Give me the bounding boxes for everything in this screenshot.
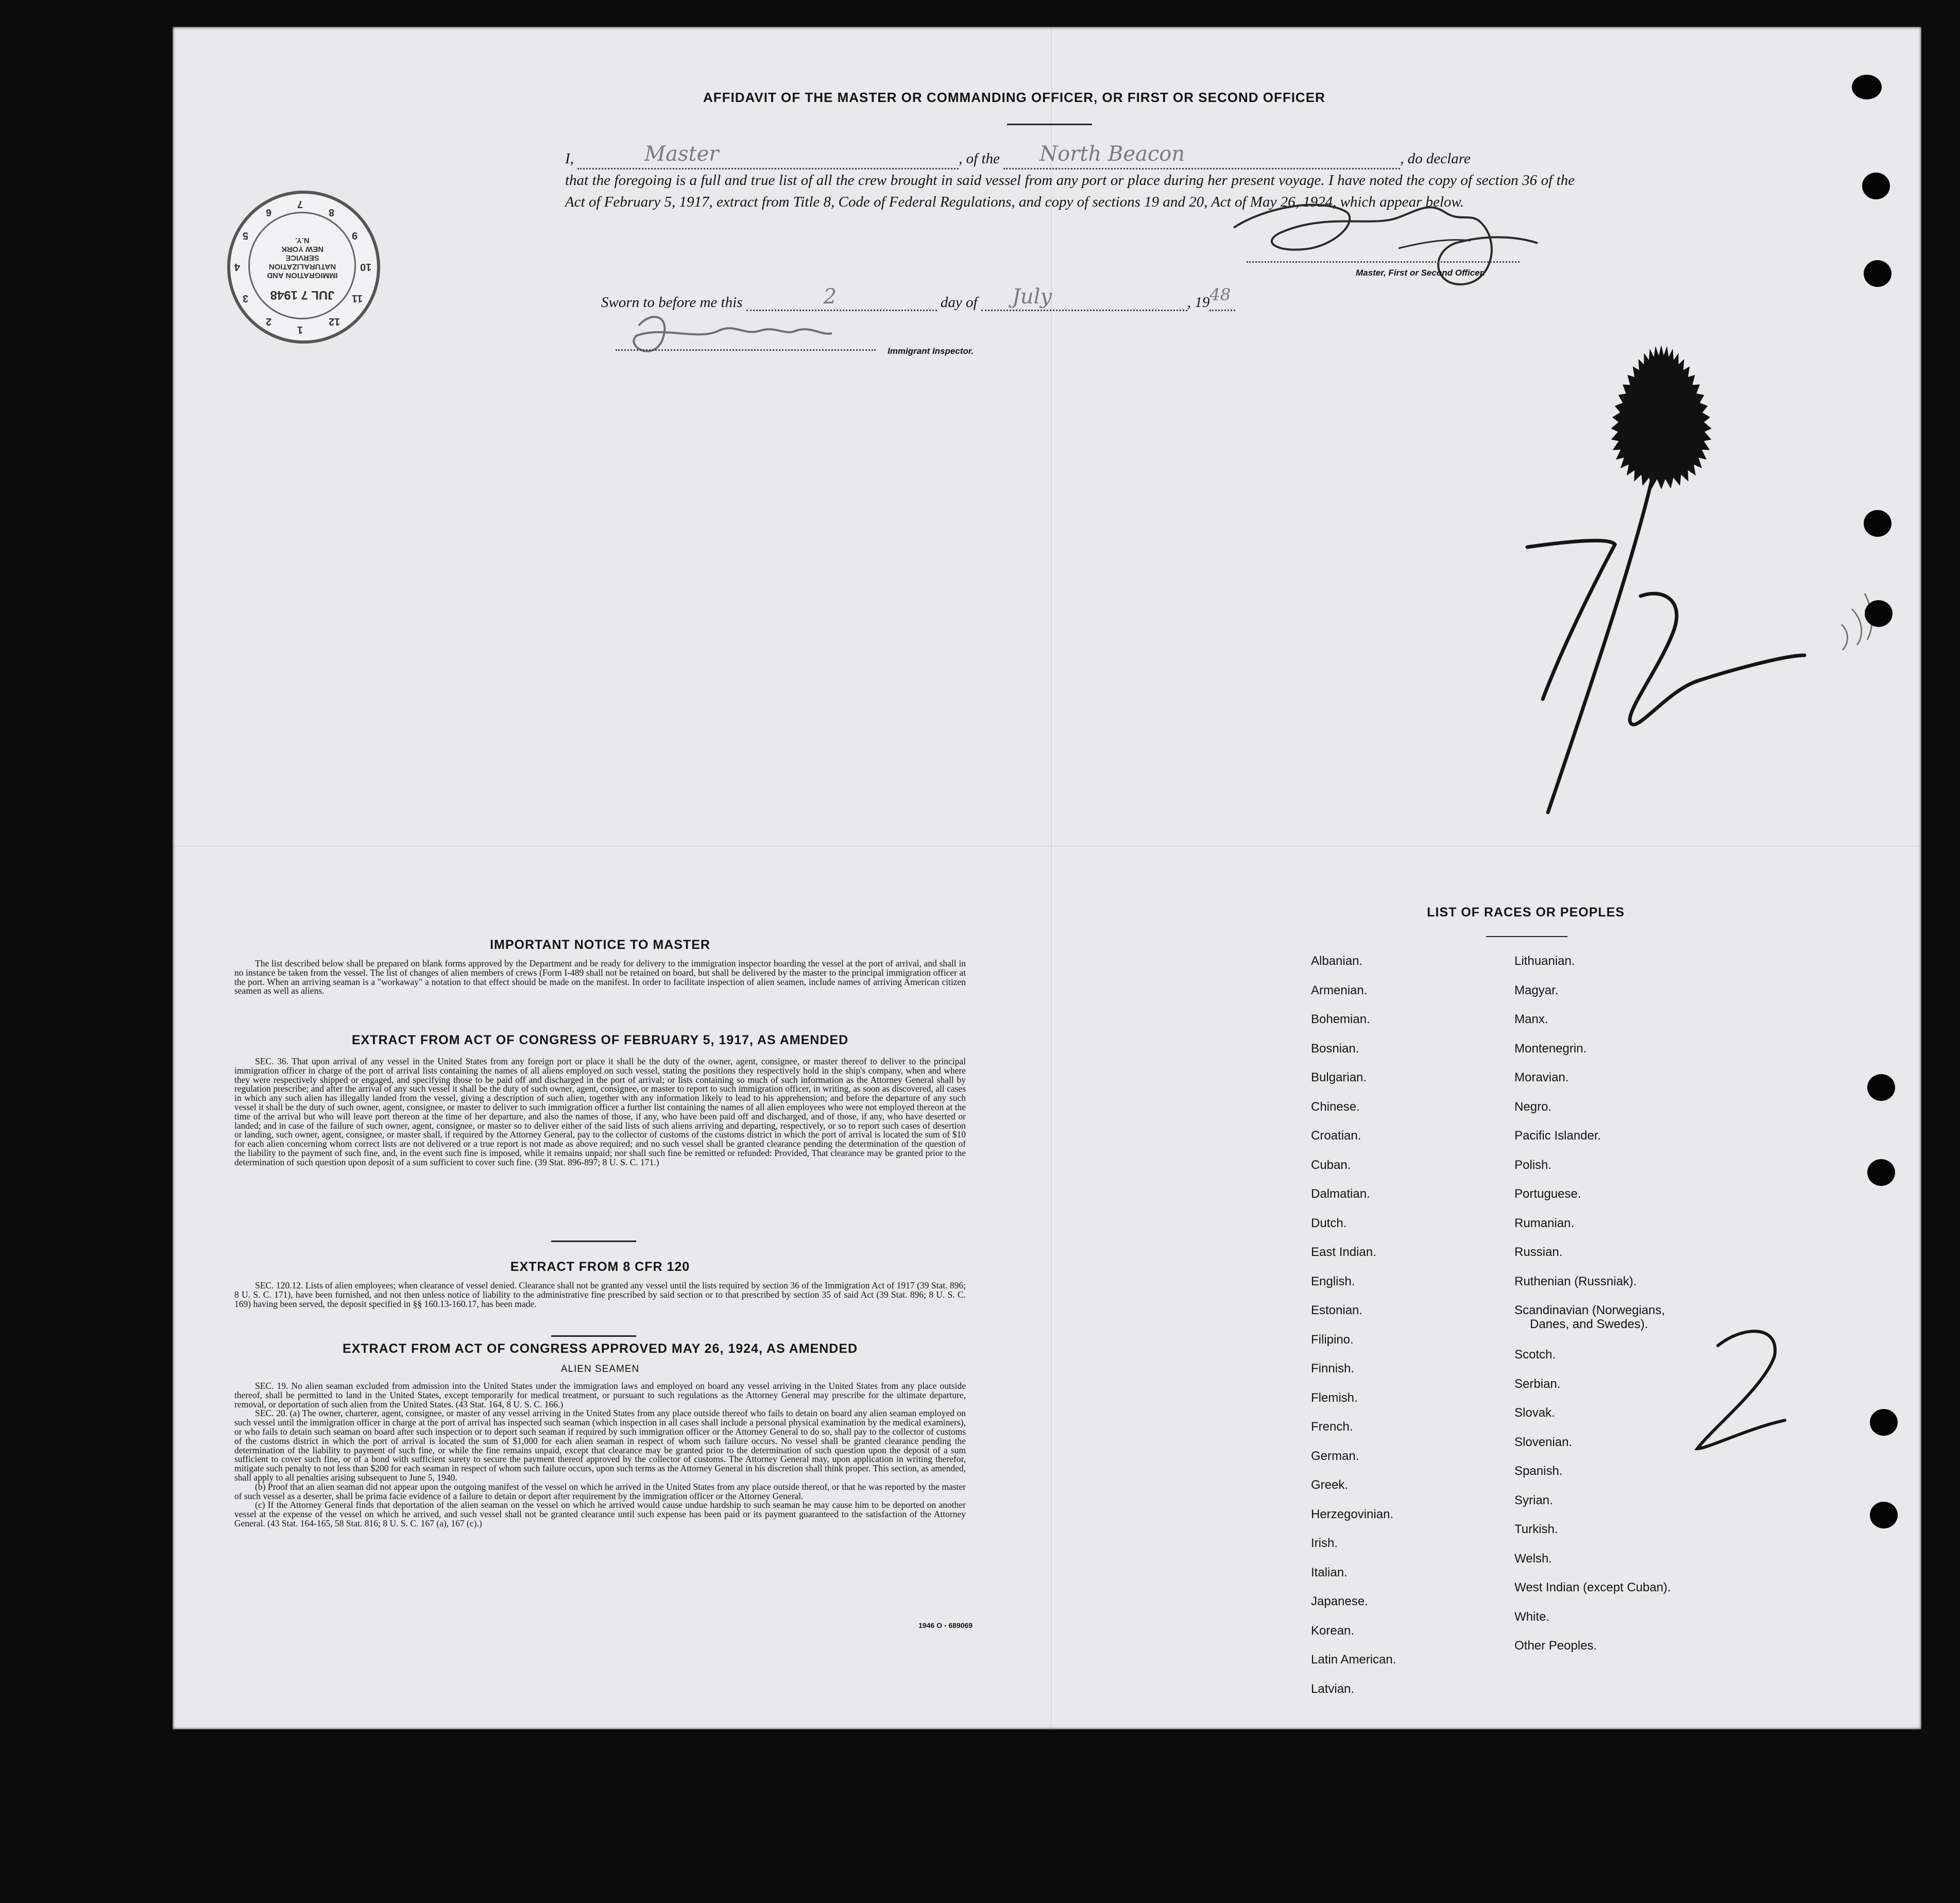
notice-text: The list described below shall be prepared on blank forms approved by the Department and be ready for delivery to the immigration inspector boarding the vessel at the port of arrival, and shall in no instance be taken from the vessel. The list of changes of alien members of crews (Form I-489 shall not be retained on board, but shall be delivered by the master to the principal immigration officer at the port. When an arriving seaman is a "workaway" a notation to that effect should be made on the manifest. In order to facilitate inspection of alien seamen, include names of arriving American citizen seamen as well as aliens. [234,958,966,996]
right-race-item: Scotch. [1514,1348,1556,1362]
left-race-item: French. [1311,1420,1353,1434]
notice-title: IMPORTANT NOTICE TO MASTER [490,938,710,952]
left-race-item: Croatian. [1311,1129,1361,1143]
right-race-item: Spanish. [1514,1464,1563,1478]
left-race-item: Latin American. [1311,1653,1396,1667]
left-race-item: Bohemian. [1311,1012,1370,1026]
right-race-item: Russian. [1514,1245,1563,1259]
day-of-label: day of [940,294,978,311]
left-race-item: Latvian. [1311,1681,1355,1696]
left-race-item: English. [1311,1274,1355,1288]
left-race-item: Bosnian. [1311,1041,1359,1056]
extract-1924-subtitle: ALIEN SEAMEN [560,1364,640,1374]
stamp-line-1: IMMIGRATION AND [267,271,338,280]
punch-hole [1867,1159,1895,1186]
right-race-item: Moravian. [1514,1071,1569,1084]
right-race-item: Serbian. [1514,1377,1561,1391]
stamp-ring-number: 9 [351,230,357,241]
sworn-label: Sworn to before me this [601,294,743,311]
officer-name-handwriting: Master [644,142,719,166]
right-race-item: Manx. [1514,1012,1548,1026]
stamp-date: JUL 7 1948 [270,288,335,302]
left-race-item: Filipino. [1311,1332,1354,1347]
right-race-item: Lithuanian. [1514,954,1575,968]
punch-hole [1870,1502,1898,1528]
left-race-item: Bulgarian. [1311,1071,1367,1084]
left-race-item: Irish. [1311,1536,1338,1550]
right-race-item: Ruthenian (Russniak). [1514,1274,1637,1288]
stamp-line-5: N.Y. [295,236,310,245]
races-title: LIST OF RACES OR PEOPLES [1427,905,1625,920]
extract-1924-title: EXTRACT FROM ACT OF CONGRESS APPROVED MAY 26, 1924, AS AMENDED [342,1341,858,1356]
left-race-item: Finnish. [1311,1362,1355,1375]
document-page [173,27,1921,1729]
stamp-ring-number: 5 [243,230,249,241]
extract-cfr-text: SEC. 120.12. Lists of alien employees; when clearance of vessel denied. Clearance shall not be granted any vessel until the lists required by section 36 of the Immigration Act of 1917 (39 Stat. 896; 8 U. S. C. 171), have been furnished, and not then unless notice of liability to the administrative fine prescribed by said section or to that prescribed by section 35 of said Act (39 Stat. 896; 8 U. S. C. 169) having been served, the deposit specified in §§ 160.13-160.17, has been made. [234,1280,966,1309]
of-the-label: , of the [959,150,1000,167]
stamp-line-4: NEW YORK [281,245,324,253]
master-signature-caption: Master, First or Second Officer. [1356,268,1485,278]
right-race-item: Danes, and Swedes). [1530,1317,1648,1331]
do-declare-label: , do declare [1400,150,1471,167]
right-race-item: Slovak. [1514,1406,1555,1420]
stamp-ring-number: 3 [243,293,249,304]
vessel-name-handwriting: North Beacon [1039,142,1185,166]
left-race-item: Herzegovinian. [1311,1507,1394,1521]
fraction-mark [1527,472,1804,812]
right-race-item: Welsh. [1514,1551,1552,1566]
left-race-item: Armenian. [1311,983,1368,997]
right-race-item: Turkish. [1514,1522,1558,1536]
left-race-item: German. [1311,1449,1359,1463]
stamp-ring-number: 1 [297,324,303,335]
sec-20a-paragraph: SEC. 20. (a) The owner, charterer, agent, consignee, or master of any vessel arriving in the United States from any place outside thereof who fails to detain on board any alien seaman employed on such vessel until the immigration officer in charge at the port of arrival has inspected such seaman (which inspection in all cases shall include a personal physical examination by the medical examiners), or who fails to detain such seaman on board after such inspection or to deport such seaman if required by such immigration officer or the Attorney General to do so, shall pay to the collector of customs of the customs district in which the port of arrival is located the sum of $1,000 for each alien seaman in respect of whom such failure occurs. No vessel shall be granted clearance pending the determination of the liability to payment of such fine, or while the fine remains unpaid, except that clearance may be granted prior to the determination of such question upon the deposit of a sum sufficient to cover such fine, or of a bond with sufficient surety to secure the payment thereof approved by the collector of customs. The Attorney General may, upon application in writing therefor, mitigate such penalty to not less than $200 for each seaman in respect of whom such failure occurs, upon such terms as the Attorney General in his discretion shall think proper. This section, as amended, shall apply to all penalties arising subsequent to June 5, 1940. [234,1408,966,1483]
stamp-line-2: NATURALIZATION [268,262,336,271]
stamp-ring-number: 10 [360,261,372,273]
punch-hole [1867,1074,1895,1101]
left-race-item: Dalmatian. [1311,1187,1370,1201]
stamp-ring-number: 11 [351,293,363,304]
sec-20b-paragraph: (b) Proof that an alien seaman did not appear upon the outgoing manifest of the vessel on which he arrived in the United States from any place outside thereof, or that he was reported by the master of such vessel as a deserter, shall be prima facie evidence of a failure to detain or deport after requirement by the immigration officer or the Attorney General. [234,1481,966,1501]
stamp-ring-number: 6 [266,207,272,218]
affidavit-body: that the foregoing is a full and true list of all the crew brought in said vessel from any port or place during her present voyage. I have noted the copy of section 36 of the Act of February 5, 1917, extract from Title 8, Code of Federal Regulations, and copy of sections 19 and 20, Act of May 26, 1924, which appear below. [565,172,1575,210]
divider-1 [551,1241,636,1242]
divider-2 [551,1335,636,1337]
left-race-item: Dutch. [1311,1216,1347,1230]
left-race-item: Italian. [1311,1565,1348,1579]
sworn-month-handwriting: July [1012,285,1052,309]
punch-hole [1870,1409,1898,1436]
right-race-item: Negro. [1514,1099,1552,1114]
right-race-item: Pacific Islander. [1514,1129,1601,1143]
punch-hole [1864,260,1891,287]
punch-hole [1852,75,1882,99]
right-race-item: Scandinavian (Norwegians, [1514,1303,1665,1317]
punch-hole [1865,600,1893,627]
right-race-item: Other Peoples. [1514,1639,1597,1653]
left-race-item: Chinese. [1311,1099,1360,1114]
left-race-item: Greek. [1311,1478,1349,1492]
year-prefix: , 19 [1187,294,1210,311]
left-race-item: Cuban. [1311,1158,1351,1172]
right-race-item: Montenegrin. [1514,1041,1587,1056]
stamp-ring-number: 7 [297,198,303,210]
right-race-item: Syrian. [1514,1493,1553,1507]
left-race-item: Flemish. [1311,1390,1358,1405]
left-race-item: East Indian. [1311,1245,1376,1259]
right-race-item: Polish. [1514,1158,1552,1172]
left-race-item: Korean. [1311,1623,1355,1638]
stamp-line-3: SERVICE [285,253,319,262]
right-race-item: Slovenian. [1514,1435,1573,1449]
affidavit-title: AFFIDAVIT OF THE MASTER OR COMMANDING OFFICER, OR FIRST OR SECOND OFFICER [703,90,1325,105]
extract-1917-title: EXTRACT FROM ACT OF CONGRESS OF FEBRUARY 5, 1917, AS AMENDED [351,1033,849,1047]
races-rule [1486,936,1567,937]
extract-1917-text: SEC. 36. That upon arrival of any vessel in the United States from any foreign port or place it shall be the duty of the owner, agent, consignee, or master thereof to deliver to the principal immigration officer in charge of the port of arrival lists containing the names of all aliens employed on such vessel, stating the positions they respectively hold in the ship's company, when and where they were respectively shipped or engaged, and specifying those to be paid off and discharged in the port of arrival; or lists containing so much of such information as the Attorney General shall by regulation prescribe; and after the arrival of any such vessel it shall be the duty of such owner, agent, consignee, or master to report to such immigration officer, in writing, as soon as discovered, all cases in which any such alien has illegally landed from the vessel, giving a description of such alien, together with any information likely to lead to his apprehension; and before the departure of any such vessel it shall be the duty of such owner, agent, consignee, or master to deliver to such immigration officer a further list containing the names of all alien employees who were not employed thereon at the time of the arrival but who will leave port thereon at the time of her departure, and also the names of those, if any, who have been paid off and discharged, and of those, if any, who have deserted or landed; and in case of the failure of such owner, agent, consignee, or master so to deliver either of the said lists of such aliens arriving and departing, respectively, or so to report such cases of desertion or landing, such owner, agent, consignee, or master shall, if required by the Attorney General, pay to the collector of customs of the customs district in which the port of arrival is located the sum of $10 for each alien concerning whom correct lists are not delivered or a true report is not made as above required; and no such vessel shall be granted clearance pending the determination of the question of the liability to the payment of such fine, and, in the event such fine is imposed, while it remains unpaid; nor shall such fine be remitted or refunded: Provided, That clearance may be granted prior to the determination of such question upon deposit of a sum sufficient to cover such fine. (39 Stat. 896-897; 8 U. S. C. 171.) [234,1056,966,1167]
punch-hole [1862,173,1890,199]
punch-hole [1864,510,1891,537]
right-race-item: White. [1514,1609,1550,1624]
left-race-item: Albanian. [1311,954,1363,968]
left-race-item: Japanese. [1311,1594,1368,1608]
stamp-ring-number: 12 [329,315,340,327]
corner-number-mark [1697,1331,1785,1449]
right-race-item: West Indian (except Cuban). [1514,1581,1671,1594]
sworn-day-handwriting: 2 [823,285,837,309]
sec-19-paragraph: SEC. 19. No alien seaman excluded from admission into the United States under the immigration laws and employed on board any vessel arriving in the United States from any place outside thereof, shall be permitted to land in the United States, except temporarily for medical treatment, or pursuant to such regulations as the Attorney General may prescribe for the ultimate departure, removal, or deportation of such alien from the United States. (43 Stat. 164, 8 U. S. C. 166.) [234,1381,966,1409]
i-label: I, [565,150,574,167]
stamp-ring-number: 4 [234,261,241,273]
print-code: 1946 O - 689069 [918,1621,973,1629]
right-race-item: Portuguese. [1514,1187,1581,1201]
stamp-ring-number: 8 [329,207,335,218]
inspector-caption: Immigrant Inspector. [888,346,974,356]
extract-1924-text [234,1382,966,1528]
right-race-item: Magyar. [1514,983,1559,997]
right-race-item: Rumanian. [1514,1216,1575,1230]
extract-cfr-title: EXTRACT FROM 8 CFR 120 [510,1260,690,1274]
sworn-year-handwriting: 48 [1209,285,1231,304]
left-race-item: Estonian. [1311,1303,1363,1317]
sec-20c-paragraph: (c) If the Attorney General finds that deportation of the alien seaman on the vessel on which he arrived would cause undue hardship to such seaman he may cause him to be deported on another vessel at the expense of the vessel on which he arrived, and such vessel shall not be granted clearance until such expense has been paid or its payment guaranteed to the satisfaction of the Attorney General. (43 Stat. 164-165, 58 Stat. 816; 8 U. S. C. 167 (a), 167 (c).) [234,1500,966,1528]
stamp-ring-number: 2 [266,315,272,327]
